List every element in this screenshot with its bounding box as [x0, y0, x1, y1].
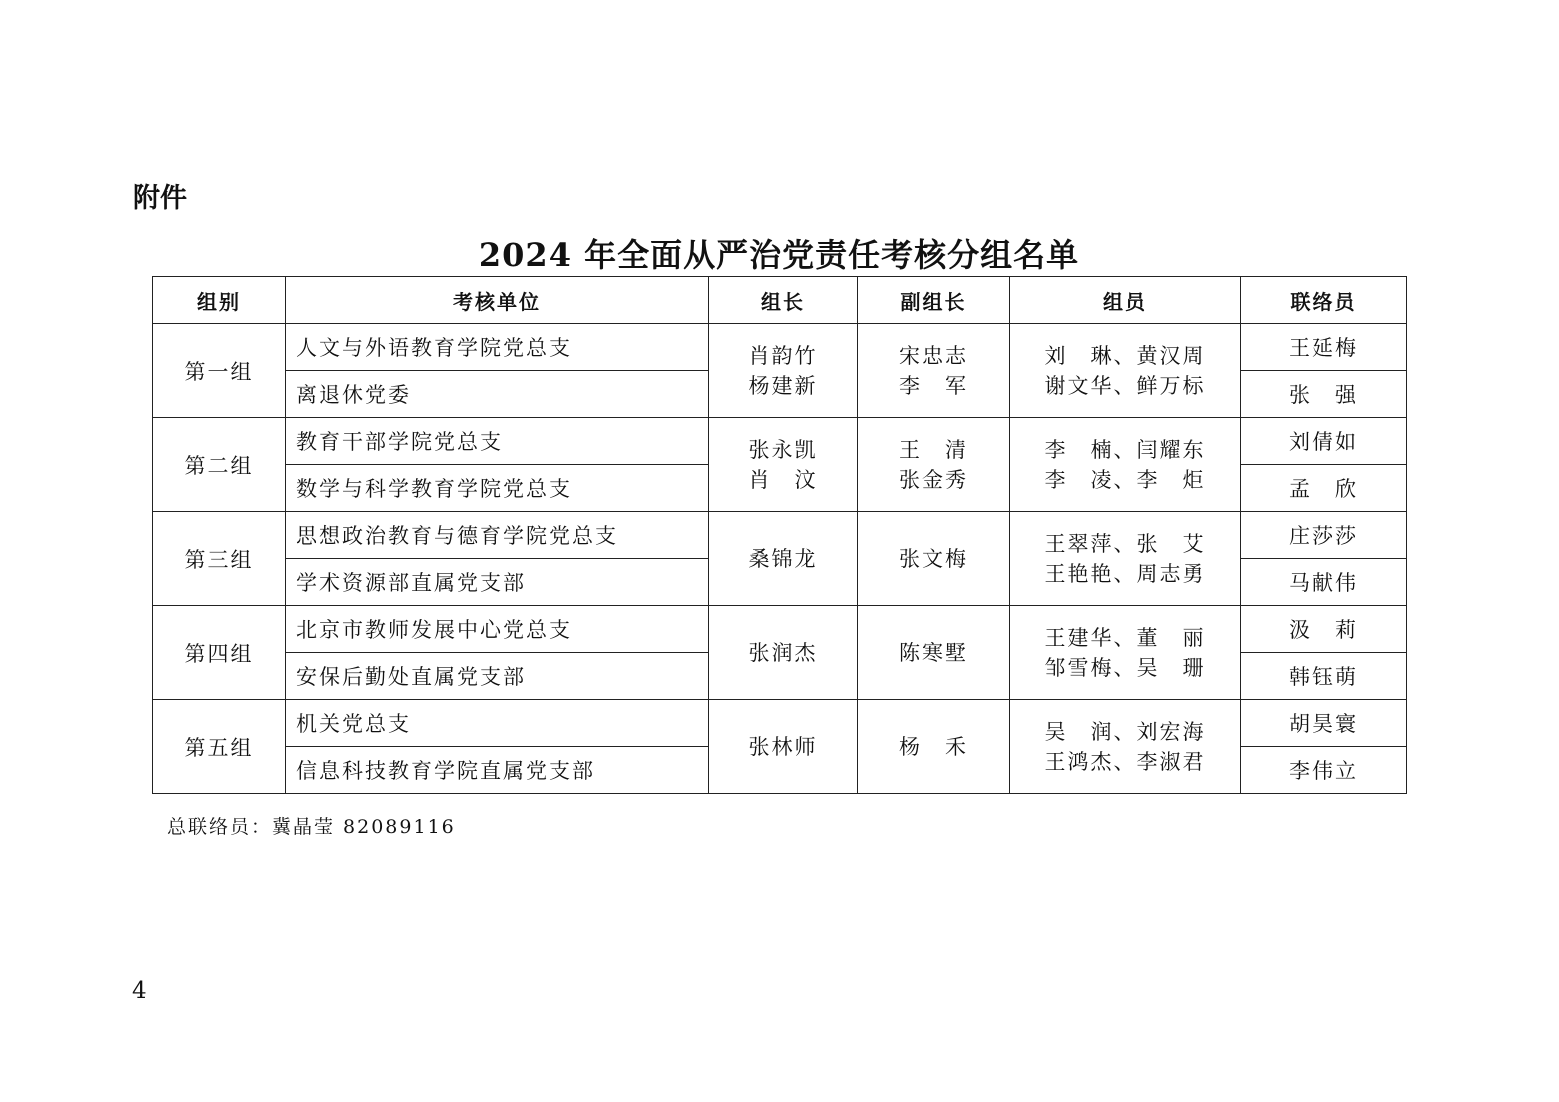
members-cell: [1010, 700, 1241, 794]
members-cell: [1010, 606, 1241, 700]
unit-cell: 思想政治教育与德育学院党总支: [286, 512, 709, 559]
header-liaison: 联络员: [1241, 277, 1407, 324]
deputy-cell-line: 张文梅: [899, 546, 968, 571]
group-name-cell: 第一组: [153, 324, 286, 418]
unit-cell: 数学与科学教育学院党总支: [286, 465, 709, 512]
leader-cell-line: 肖 汶: [748, 467, 818, 492]
liaison-cell: 张 强: [1241, 371, 1407, 418]
liaison-cell: 庄莎莎: [1241, 512, 1407, 559]
members-cell-line: 刘 琳、黄汉周: [1044, 343, 1206, 368]
members-cell-line: 谢文华、鲜万标: [1044, 373, 1206, 398]
leader-cell-line: 张永凯: [748, 437, 818, 462]
liaison-cell: 汲 莉: [1241, 606, 1407, 653]
liaison-cell: 孟 欣: [1241, 465, 1407, 512]
leader-cell: [709, 700, 858, 794]
liaison-cell: 胡昊寰: [1241, 700, 1407, 747]
table-row: [153, 700, 1407, 747]
unit-cell: 教育干部学院党总支: [286, 418, 709, 465]
deputy-cell: [858, 324, 1010, 418]
leader-cell-stack: [709, 732, 857, 762]
leader-cell: [709, 512, 858, 606]
deputy-cell: [858, 606, 1010, 700]
header-deputy: 副组长: [858, 277, 1010, 324]
liaison-cell: 王延梅: [1241, 324, 1407, 371]
attachment-label: 附件: [133, 183, 187, 214]
deputy-cell: [858, 512, 1010, 606]
members-cell: [1010, 512, 1241, 606]
group-name-cell: 第五组: [153, 700, 286, 794]
members-cell: [1010, 418, 1241, 512]
leader-cell-line: 肖韵竹: [748, 343, 818, 368]
deputy-cell-line: 王 清: [899, 437, 968, 462]
deputy-cell-line: 宋忠志: [899, 343, 968, 368]
header-unit: 考核单位: [286, 277, 709, 324]
leader-cell-stack: [709, 341, 857, 401]
deputy-cell: [858, 418, 1010, 512]
members-cell-line: 王翠萍、张 艾: [1044, 531, 1206, 556]
liaison-cell: 马献伟: [1241, 559, 1407, 606]
deputy-cell-stack: [858, 732, 1009, 762]
header-row: [153, 277, 1407, 324]
deputy-cell-stack: [858, 435, 1009, 495]
deputy-cell-stack: [858, 341, 1009, 401]
leader-cell-line: 张润杰: [748, 640, 818, 665]
header-leader: 组长: [709, 277, 858, 324]
deputy-cell-stack: [858, 544, 1009, 574]
leader-cell-stack: [709, 544, 857, 574]
deputy-cell-line: 张金秀: [899, 467, 968, 492]
table-row: [153, 324, 1407, 371]
members-cell-line: 王建华、董 丽: [1044, 625, 1206, 650]
unit-cell: 安保后勤处直属党支部: [286, 653, 709, 700]
header-members: 组员: [1010, 277, 1241, 324]
liaison-cell: 刘倩如: [1241, 418, 1407, 465]
deputy-cell-line: 李 军: [899, 373, 968, 398]
leader-cell-stack: [709, 435, 857, 495]
unit-cell: 离退休党委: [286, 371, 709, 418]
deputy-cell: [858, 700, 1010, 794]
unit-cell: 北京市教师发展中心党总支: [286, 606, 709, 653]
deputy-cell-line: 杨 禾: [899, 734, 968, 759]
members-cell-stack: [1010, 623, 1240, 683]
members-cell-stack: [1010, 435, 1240, 495]
leader-cell-line: 桑锦龙: [748, 546, 818, 571]
members-cell-line: 邹雪梅、吴 珊: [1044, 655, 1206, 680]
members-cell-line: 李 楠、闫耀东: [1044, 437, 1206, 462]
leader-cell-line: 杨建新: [748, 373, 818, 398]
unit-cell: 学术资源部直属党支部: [286, 559, 709, 606]
members-cell-stack: [1010, 717, 1240, 777]
group-table: [152, 276, 1407, 794]
unit-cell: 机关党总支: [286, 700, 709, 747]
leader-cell: [709, 324, 858, 418]
header-group: 组别: [153, 277, 286, 324]
leader-cell-stack: [709, 638, 857, 668]
leader-cell: [709, 606, 858, 700]
members-cell-line: 吴 润、刘宏海: [1044, 719, 1206, 744]
liaison-cell: 韩钰萌: [1241, 653, 1407, 700]
members-cell-line: 李 凌、李 炬: [1044, 467, 1206, 492]
leader-cell-line: 张林师: [748, 734, 818, 759]
members-cell-stack: [1010, 529, 1240, 589]
unit-cell: 人文与外语教育学院党总支: [286, 324, 709, 371]
members-cell-line: 王艳艳、周志勇: [1044, 561, 1206, 586]
liaison-cell: 李伟立: [1241, 747, 1407, 794]
page-number: 4: [132, 978, 147, 1004]
document-title: 2024 年全面从严治党责任考核分组名单: [478, 236, 1080, 274]
deputy-cell-stack: [858, 638, 1009, 668]
leader-cell: [709, 418, 858, 512]
group-name-cell: 第二组: [153, 418, 286, 512]
table-row: [153, 606, 1407, 653]
deputy-cell-line: 陈寒墅: [899, 640, 968, 665]
members-cell-stack: [1010, 341, 1240, 401]
general-liaison-note: 总联络员：冀晶莹 82089116: [167, 816, 456, 838]
table-row: [153, 418, 1407, 465]
members-cell: [1010, 324, 1241, 418]
table-row: [153, 512, 1407, 559]
group-name-cell: 第四组: [153, 606, 286, 700]
group-name-cell: 第三组: [153, 512, 286, 606]
unit-cell: 信息科技教育学院直属党支部: [286, 747, 709, 794]
members-cell-line: 王鸿杰、李淑君: [1044, 749, 1206, 774]
